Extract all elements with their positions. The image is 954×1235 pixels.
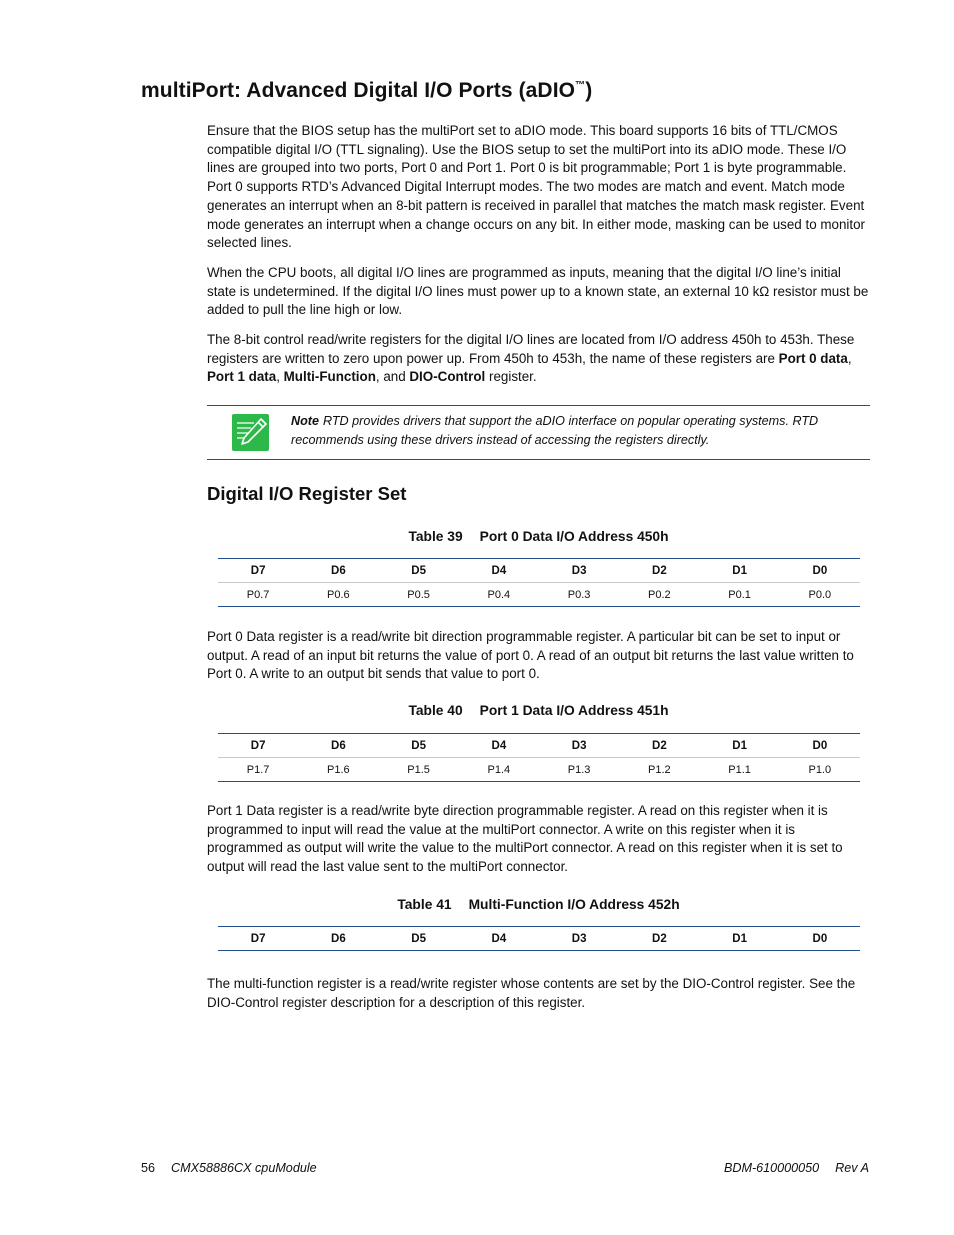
header-cell: D7	[250, 932, 266, 945]
page-title	[141, 79, 592, 103]
revision: Rev A	[835, 1161, 869, 1175]
header-cell: D4	[491, 564, 507, 577]
table-header-row	[218, 559, 860, 583]
header-cell: D2	[652, 564, 667, 577]
header-cell: D3	[571, 932, 587, 945]
table-title: Multi-Function I/O Address 452h	[468, 897, 680, 912]
header-cell: D0	[812, 564, 828, 577]
table-number: Table 39	[408, 529, 463, 544]
text-run: register.	[485, 369, 537, 385]
table-cell: P1.4	[459, 758, 539, 782]
table-title: Port 0 Data I/O Address 450h	[479, 529, 669, 544]
note-label: Note	[291, 414, 319, 428]
header-cell: D1	[732, 932, 747, 945]
header-cell: D0	[812, 739, 828, 752]
table-cell: P0.0	[780, 583, 860, 607]
header-cell: D3	[571, 564, 587, 577]
document-id: BDM-610000050	[723, 1161, 820, 1175]
boot-state-paragraph: When the CPU boots, all digital I/O lines are programmed as inputs, meaning that the digital I/O line’s initial state is undetermined. If the digital I/O lines must power up to a known state, an external 10 kΩ resistor must be added to pull the line high or low.	[207, 265, 869, 318]
footer-left	[141, 1161, 317, 1175]
table-cell: P1.0	[780, 758, 860, 782]
bold-term-dio-control: DIO-Control	[409, 369, 486, 385]
page-title-text: multiPort: Advanced Digital I/O Ports (aDIO	[141, 79, 576, 102]
header-cell: D7	[250, 564, 266, 577]
table-39-caption	[207, 529, 870, 544]
header-cell: D5	[411, 932, 426, 945]
header-cell: D4	[491, 739, 507, 752]
page-title-close: )	[585, 79, 593, 102]
table-row	[218, 583, 860, 607]
table-cell: P1.6	[298, 758, 378, 782]
header-cell: D7	[250, 739, 266, 752]
bold-term-multifunction: Multi-Function	[283, 369, 376, 385]
header-cell: D1	[732, 564, 747, 577]
header-cell: D2	[652, 739, 667, 752]
header-cell: D3	[571, 739, 587, 752]
header-cell: D6	[331, 932, 346, 945]
table-cell: P0.6	[298, 583, 378, 607]
table-row	[218, 758, 860, 782]
footer-right	[724, 1161, 869, 1175]
text-run: ,	[276, 369, 284, 385]
bold-term-port1: Port 1 data	[207, 369, 277, 385]
table-number: Table 40	[408, 703, 463, 718]
table-cell: P0.7	[218, 583, 298, 607]
header-cell: D2	[652, 932, 667, 945]
text-run: The 8-bit control read/write registers for the digital I/O lines are located from I/O address 450h to 453h. These registers are written to zero upon power up. From 450h to 453h, the name of these registers are	[207, 332, 855, 366]
header-cell: D4	[491, 932, 507, 945]
header-cell: D0	[812, 932, 828, 945]
text-run: ,	[847, 350, 852, 366]
multifunction-description: The multi-function register is a read/write register whose contents are set by the DIO-Control register. See the DIO-Control register description for a description of this register.	[207, 976, 856, 1010]
table-number: Table 41	[397, 897, 452, 912]
table-header-row	[218, 734, 860, 758]
header-cell: D5	[411, 739, 426, 752]
table-cell: P1.2	[619, 758, 699, 782]
note-box	[207, 405, 870, 460]
header-cell: D6	[331, 739, 346, 752]
trademark-symbol: ™	[575, 80, 586, 91]
multifunction-table	[218, 926, 860, 951]
note-body: RTD provides drivers that support the aDIO interface on popular operating systems. RTD recommends using these drivers instead of accessing the registers directly.	[291, 414, 819, 447]
document-title: CMX58886CX cpuModule	[171, 1161, 317, 1175]
table-cell: P0.1	[700, 583, 780, 607]
table-cell: P0.3	[539, 583, 619, 607]
table-41-caption	[207, 897, 870, 912]
table-cell: P1.5	[379, 758, 459, 782]
table-cell: P0.2	[619, 583, 699, 607]
intro-paragraph: Ensure that the BIOS setup has the multiPort set to aDIO mode. This board supports 16 bits of TTL/CMOS compatible digital I/O (TTL signaling). Use the BIOS setup to set the multiPort into its aDIO mode. These I/O lines are grouped into two ports, Port 0 and Port 1. Port 0 is bit programmable; Port 1 is byte programmable. Port 0 supports RTD’s Advanced Digital Interrupt modes. The two modes are match and event. Match mode generates an interrupt when an 8-bit pattern is received in parallel that matches the match mask register. Event mode generates an interrupt when a change occurs on any bit. In either mode, masking can be used to monitor selected lines.	[207, 123, 866, 251]
header-cell: D5	[411, 564, 426, 577]
table-header-row	[218, 927, 860, 951]
text-run: , and	[375, 369, 410, 385]
bold-term-port0: Port 0 data	[778, 350, 848, 366]
port0-description: Port 0 Data register is a read/write bit direction programmable register. A particular bit can be set to input or output. A read of an input bit returns the value of port 0. A read of an output bit returns the last value written to Port 0. A write to an output bit sends that value to port 0.	[207, 629, 854, 682]
port1-description: Port 1 Data register is a read/write byte direction programmable register. A read on this register when it is programmed to input will read the value at the multiPort connector. A write on this register when it is programmed as output will write the value to the multiPort connector. A read on this register when it is set to output will read the last value sent to the multiPort connector.	[207, 803, 843, 875]
register-address-paragraph	[207, 331, 872, 387]
page-number: 56	[141, 1161, 156, 1175]
table-cell: P0.5	[379, 583, 459, 607]
table-40-caption	[207, 703, 870, 718]
port1-data-table	[218, 733, 860, 782]
table-cell: P0.4	[459, 583, 539, 607]
port0-data-table	[218, 558, 860, 607]
pencil-note-icon	[232, 414, 269, 451]
table-title: Port 1 Data I/O Address 451h	[479, 703, 669, 718]
table-cell: P1.7	[218, 758, 298, 782]
section-heading: Digital I/O Register Set	[207, 483, 407, 504]
header-cell: D1	[732, 739, 747, 752]
note-text	[291, 412, 861, 450]
table-cell: P1.1	[700, 758, 780, 782]
header-cell: D6	[331, 564, 346, 577]
table-cell: P1.3	[539, 758, 619, 782]
